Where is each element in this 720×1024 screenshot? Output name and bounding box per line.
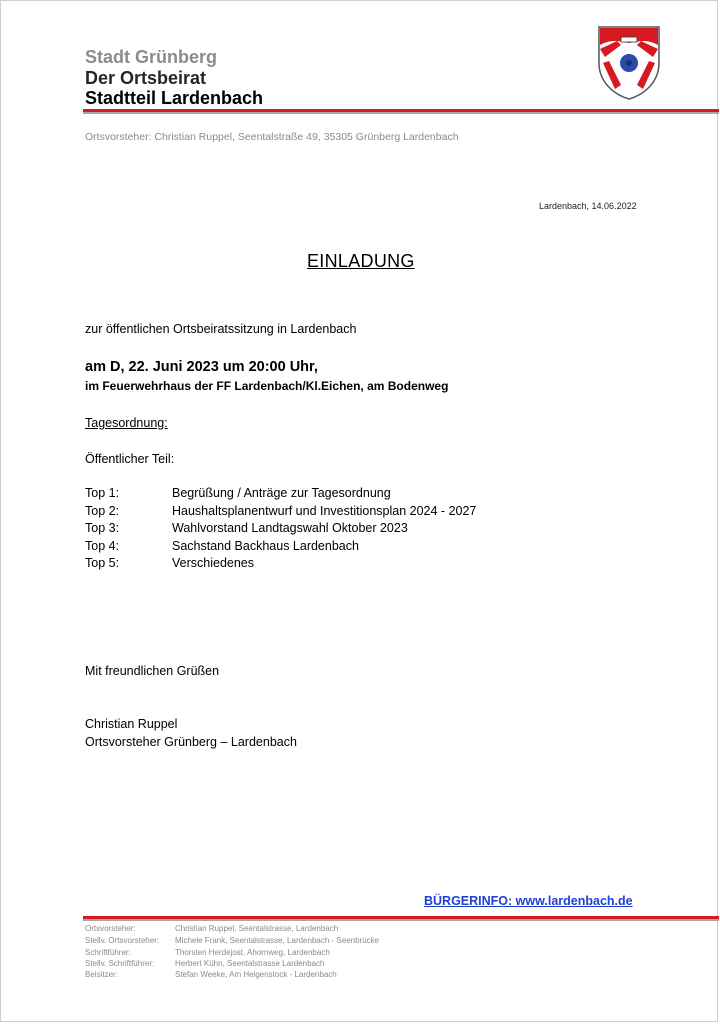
meeting-location: im Feuerwehrhaus der FF Lardenbach/Kl.Eichen, am Bodenweg xyxy=(85,379,449,393)
agenda-item-text: Sachstand Backhaus Lardenbach xyxy=(172,539,359,553)
footer-gray-rule xyxy=(83,919,719,921)
agenda-item-number: Top 5: xyxy=(85,556,120,570)
intro-text: zur öffentlichen Ortsbeiratssitzung in Lardenbach xyxy=(85,322,357,336)
sender-line: Ortsvorsteher: Christian Ruppel, Seentalstraße 49, 35305 Grünberg Lardenbach xyxy=(85,131,459,143)
date-line: Lardenbach, 14.06.2022 xyxy=(539,201,637,211)
footer-member-name: Christian Ruppel, Seentalstrasse, Lardenbach xyxy=(175,924,339,933)
public-part-heading: Öffentlicher Teil: xyxy=(85,452,175,466)
footer-member-name: Michele Frank, Seentalstrasse, Lardenbach - Seenbrücke xyxy=(175,936,380,945)
closing-greeting: Mit freundlichen Grüßen xyxy=(85,664,220,678)
agenda-item-number: Top 3: xyxy=(85,521,120,535)
agenda-item-text: Begrüßung / Anträge zur Tagesordnung xyxy=(172,486,391,500)
header-gray-rule xyxy=(83,112,719,114)
coat-of-arms-icon xyxy=(595,23,663,101)
header-council: Der Ortsbeirat xyxy=(85,68,207,88)
footer-member-role: Stellv. Schriftführer: xyxy=(85,959,155,968)
agenda-item-number: Top 2: xyxy=(85,504,120,518)
signature-name: Christian Ruppel xyxy=(85,717,178,731)
footer-member-role: Ortsvorsteher: xyxy=(85,924,136,933)
agenda-item-number: Top 4: xyxy=(85,539,120,553)
agenda-item-text: Wahlvorstand Landtagswahl Oktober 2023 xyxy=(172,521,408,535)
meeting-date: am D, 22. Juni 2023 um 20:00 Uhr, xyxy=(85,359,318,375)
header-district: Stadtteil Lardenbach xyxy=(85,88,264,108)
footer-member-name: Thorsten Herdejost, Ahornweg, Lardenbach xyxy=(175,948,330,957)
agenda-heading: Tagesordnung: xyxy=(85,416,168,430)
footer-member-name: Stefan Weeke, Am Helgenstock - Lardenbach xyxy=(175,970,337,979)
agenda-item-text: Verschiedenes xyxy=(172,556,255,570)
letter-title: EINLADUNG xyxy=(307,251,415,271)
header-city: Stadt Grünberg xyxy=(85,47,218,67)
footer-member-role: Beisitzer: xyxy=(85,970,118,979)
buergerinfo-link[interactable]: BÜRGERINFO: www.lardenbach.de xyxy=(424,894,633,908)
footer-member-name: Herbert Kühn, Seentalstrasse Lardenbach xyxy=(175,959,325,968)
footer-member-role: Stellv. Ortsvorsteher: xyxy=(85,936,160,945)
agenda-item-text: Haushaltsplanentwurf und Investitionsplan 2024 - 2027 xyxy=(172,504,477,518)
agenda-item-number: Top 1: xyxy=(85,486,120,500)
signature-role: Ortsvorsteher Grünberg – Lardenbach xyxy=(85,735,297,749)
footer-member-role: Schriftführer: xyxy=(85,948,131,957)
